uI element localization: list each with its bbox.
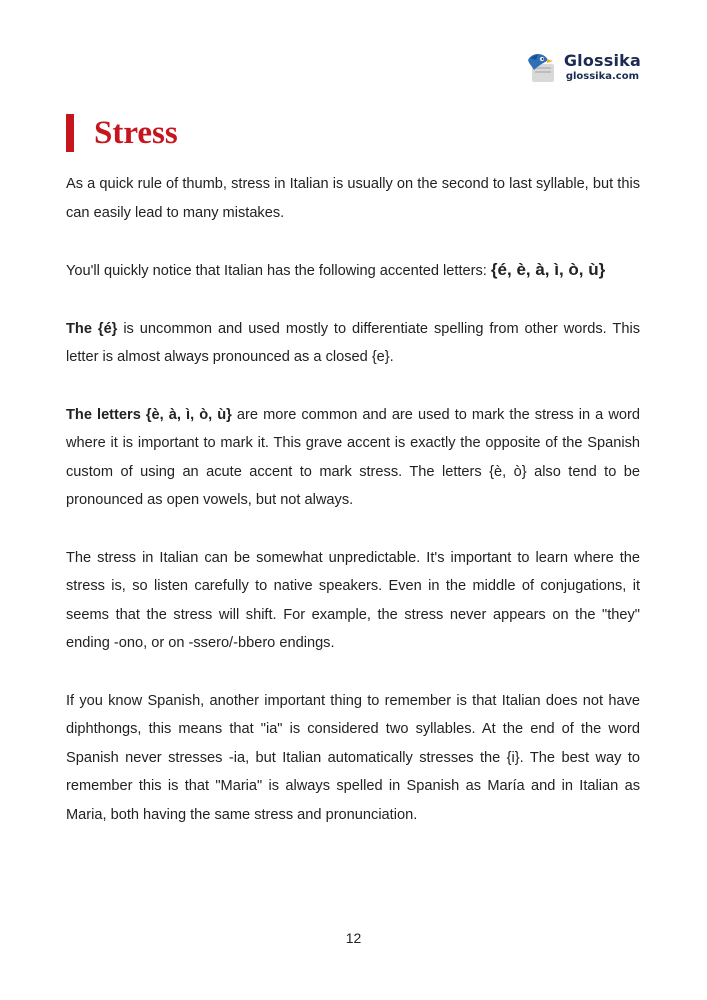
paragraph-acute-e — [66, 315, 640, 372]
paragraph-accented-letters — [66, 256, 640, 286]
brand-logo — [524, 50, 641, 84]
glossika-bird-icon — [524, 50, 558, 84]
grave-letters-text: are more common and are used to mark the stress in a word where it is important to mark it. This grave accent is exactly the opposite of the Spanish custom of using an acute accent to mark stress. The letters {è, ò} also tend to be pronounced as open vowels, but not always. — [66, 406, 640, 508]
page-number: 12 — [345, 930, 362, 946]
accented-letters-intro: You'll quickly notice that Italian has the following accented letters: — [66, 263, 491, 279]
acute-e-text: is uncommon and used mostly to differentiate spelling from other words. This letter is almost always pronounced as a closed {e}. — [66, 320, 640, 365]
brand-name: Glossika — [563, 50, 641, 70]
paragraph-spanish-comparison: If you know Spanish, another important thing to remember is that Italian does not have diphthongs, this means that "ia" is considered two syllables. At the end of the word Spanish never stresses -ia, but Italian automatically stresses the {i}. The best way to remember this is that "Maria" is always spelled in Spanish as María and in Italian as Maria, both having the same stress and pronunciation. — [66, 692, 640, 823]
grave-letters-label: The letters {è, à, ì, ò, ù} — [66, 406, 232, 423]
paragraph-rule-of-thumb: As a quick rule of thumb, stress in Italian is usually on the second to last syllable, but this can easily lead to many mistakes. — [66, 176, 640, 221]
body-content — [66, 170, 640, 858]
paragraph-unpredictable-stress: The stress in Italian can be somewhat unpredictable. It's important to learn where the stress is, so listen carefully to native speakers. Even in the middle of conjugations, it seems that the stress will shift. For example, the stress never appears on the "they" ending -ono, or on -ssero/-bbero endings. — [66, 549, 640, 651]
acute-e-label: The {é} — [66, 320, 118, 337]
accented-letters-list: {é, è, à, ì, ò, ù} — [490, 260, 606, 279]
heading-accent-bar — [66, 114, 74, 152]
brand-url: glossika.com — [565, 70, 640, 82]
section-heading — [66, 114, 178, 152]
paragraph-grave-letters — [66, 401, 640, 515]
page-title: Stress — [94, 114, 178, 151]
